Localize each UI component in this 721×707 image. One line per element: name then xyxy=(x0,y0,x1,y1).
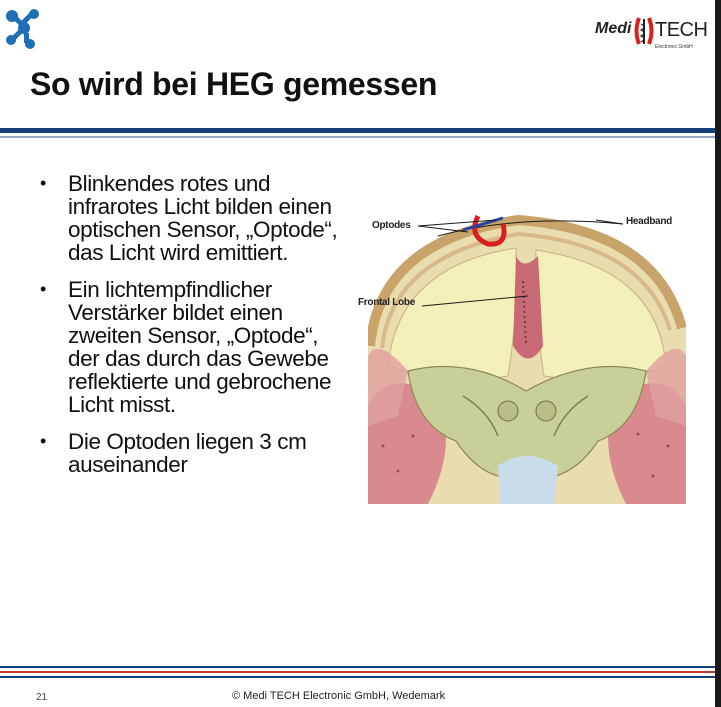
molecule-logo-icon xyxy=(4,6,44,52)
footer-rule-lower xyxy=(0,676,715,678)
meditech-logo xyxy=(595,14,707,58)
brand-subtitle: Electronic GmbH xyxy=(655,44,693,50)
skull-cross-section-figure xyxy=(358,196,686,504)
bullet-item xyxy=(38,430,348,476)
skull-illustration xyxy=(368,196,686,504)
bullet-text: Ein lichtempfindlicher Verstärker bildet einen zweiten Sensor, „Optode“, der das durch das Gewebe reflektierte und gebrochene Licht misst. xyxy=(68,277,332,417)
title-rule xyxy=(0,128,715,133)
title-rule-thin xyxy=(0,136,715,138)
bullet-item xyxy=(38,278,348,416)
label-optodes: Optodes xyxy=(372,220,411,231)
window-edge xyxy=(715,0,721,707)
footer-copyright: © Medi TECH Electronic GmbH, Wedemark xyxy=(232,690,446,702)
bullet-text: Blinkendes rotes und infrarotes Licht bilden einen optischen Sensor, „Optode“, das Licht wird emittiert. xyxy=(68,171,338,265)
page-number: 21 xyxy=(36,692,48,703)
slide-title: So wird bei HEG gemessen xyxy=(30,66,438,102)
footer-rule xyxy=(0,666,715,668)
label-headband: Headband xyxy=(626,216,672,227)
brand-name: TECH xyxy=(655,19,708,41)
bullet-item xyxy=(38,172,348,264)
brand-name-italic: Medi xyxy=(595,20,632,37)
caduceus-icon xyxy=(633,16,655,46)
bullet-dot: • xyxy=(40,173,46,193)
bullet-list xyxy=(38,172,348,490)
label-frontal-lobe: Frontal Lobe xyxy=(358,297,415,308)
bullet-dot: • xyxy=(40,279,46,299)
bullet-text: Die Optoden liegen 3 cm auseinander xyxy=(68,429,307,477)
footer-rule-accent xyxy=(0,671,715,673)
bullet-dot: • xyxy=(40,431,46,451)
